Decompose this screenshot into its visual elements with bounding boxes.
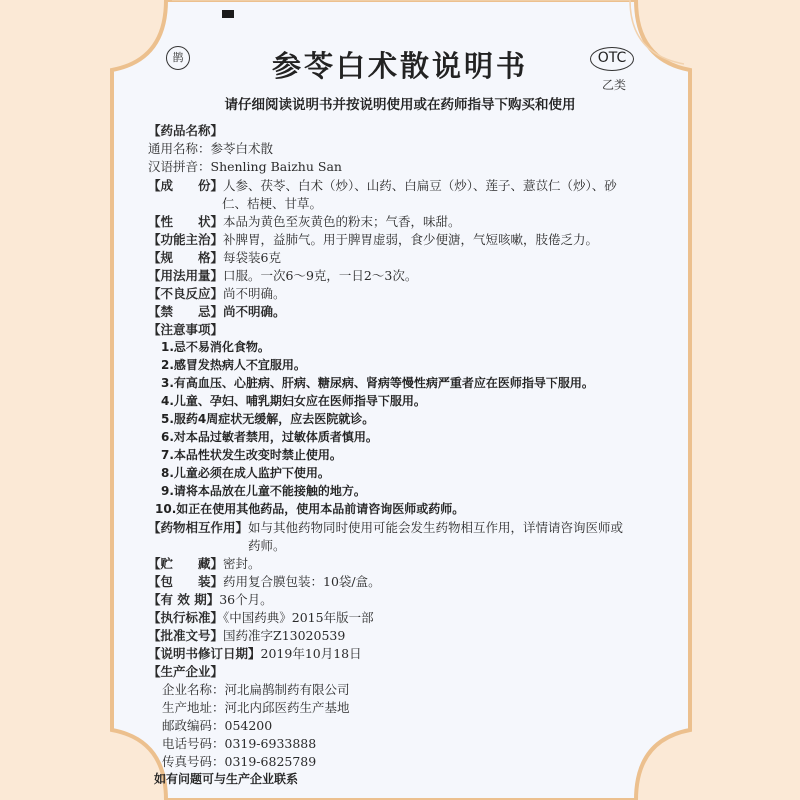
brand-logo-icon: 鹊 [166, 46, 190, 70]
usage-text: 口服。一次6～9克，一日2～3次。 [223, 268, 418, 283]
precaution-item: 5.服药4周症状无缓解，应去医院就诊。 [161, 412, 375, 426]
properties-text: 本品为黄色至灰黄色的粉末；气香，味甜。 [223, 214, 461, 229]
adverse-row [148, 285, 286, 302]
reading-instruction: 请仔细阅读说明书并按说明使用或在药师指导下购买和使用 [224, 97, 576, 113]
drug-name-header: 【药品名称】 [148, 123, 224, 138]
precaution-item: 9.请将本品放在儿童不能接触的地方。 [161, 484, 366, 498]
otc-class-label: 乙类 [602, 78, 627, 92]
precaution-item: 3.有高血压、心脏病、肝病、糖尿病、肾病等慢性病严重者应在医师指导下服用。 [161, 376, 594, 390]
phone-number: 电话号码：0319-6933888 [162, 736, 317, 751]
spec-text: 每袋装6克 [223, 250, 281, 265]
validity-row [148, 591, 273, 608]
adverse-text: 尚不明确。 [223, 286, 286, 301]
precautions-header: 【注意事项】 [148, 322, 224, 337]
pinyin-name: 汉语拼音：Shenling Baizhu San [148, 159, 342, 174]
standard-row [148, 609, 374, 626]
approval-text: 国药准字Z13020539 [223, 628, 346, 643]
package-row [148, 573, 381, 590]
package-label: 【包 装】 [148, 574, 224, 589]
spec-row [148, 249, 281, 266]
precaution-item: 2.感冒发热病人不宜服用。 [161, 358, 306, 372]
properties-row [148, 213, 461, 230]
fax-number: 传真号码：0319-6825789 [162, 754, 317, 769]
precaution-item: 7.本品性状发生改变时禁止使用。 [161, 448, 342, 462]
spec-label: 【规 格】 [148, 250, 224, 265]
ingredients-row [148, 177, 617, 194]
usage-label: 【用法用量】 [148, 268, 224, 283]
ingredients-text-cont: 仁、桔梗、甘草。 [222, 196, 323, 211]
precaution-item: 4.儿童、孕妇、哺乳期妇女应在医师指导下服用。 [161, 394, 426, 408]
usage-row [148, 267, 417, 284]
interactions-row [148, 519, 623, 536]
approval-label: 【批准文号】 [148, 628, 224, 643]
standard-label: 【执行标准】 [148, 610, 224, 625]
company-name: 企业名称：河北扁鹊制药有限公司 [162, 682, 350, 697]
ingredients-label: 【成 份】 [148, 178, 224, 193]
interactions-text: 如与其他药物同时使用可能会发生药物相互作用，详情请咨询医师或 [248, 520, 624, 535]
interactions-text-cont: 药师。 [248, 538, 286, 553]
contraindications-row [148, 303, 286, 320]
precaution-item: 8.儿童必须在成人监护下使用。 [161, 466, 330, 480]
contraindications-label: 【禁 忌】 [148, 304, 224, 319]
indications-row [148, 231, 598, 248]
storage-label: 【贮 藏】 [148, 556, 224, 571]
properties-label: 【性 状】 [148, 214, 224, 229]
manufacturer-header: 【生产企业】 [148, 664, 224, 679]
generic-name: 通用名称：参苓白术散 [148, 141, 274, 156]
revision-row [148, 645, 362, 662]
precaution-item: 6.对本品过敏者禁用，过敏体质者慎用。 [161, 430, 378, 444]
validity-text: 36个月。 [219, 592, 273, 607]
leaflet-title: 参苓白术散说明书 [271, 49, 528, 83]
otc-badge: OTC [590, 47, 634, 71]
precaution-item: 10.如正在使用其他药品，使用本品前请咨询医师或药师。 [155, 502, 465, 516]
package-text: 药用复合膜包装：10袋/盒。 [223, 574, 381, 589]
validity-label: 【有 效 期】 [148, 592, 220, 607]
approval-row [148, 627, 345, 644]
revision-label: 【说明书修订日期】 [148, 646, 261, 661]
contraindications-text: 尚不明确。 [223, 304, 286, 319]
production-address: 生产地址：河北内邱医药生产基地 [162, 700, 350, 715]
indications-text: 补脾胃，益肺气。用于脾胃虚弱，食少便溏，气短咳嗽，肢倦乏力。 [223, 232, 599, 247]
postal-code: 邮政编码：054200 [162, 718, 273, 733]
standard-text: 《中国药典》2015年版一部 [223, 610, 374, 625]
adverse-label: 【不良反应】 [148, 286, 224, 301]
interactions-label: 【药物相互作用】 [148, 520, 249, 535]
precaution-item: 1.忌不易消化食物。 [161, 340, 270, 354]
revision-text: 2019年10月18日 [260, 646, 362, 661]
print-mark [222, 10, 234, 18]
ingredients-text: 人参、茯苓、白术（炒）、山药、白扁豆（炒）、莲子、薏苡仁（炒）、砂 [223, 178, 617, 193]
storage-row [148, 555, 261, 572]
indications-label: 【功能主治】 [148, 232, 224, 247]
contact-note: 如有问题可与生产企业联系 [154, 772, 299, 786]
storage-text: 密封。 [223, 556, 261, 571]
